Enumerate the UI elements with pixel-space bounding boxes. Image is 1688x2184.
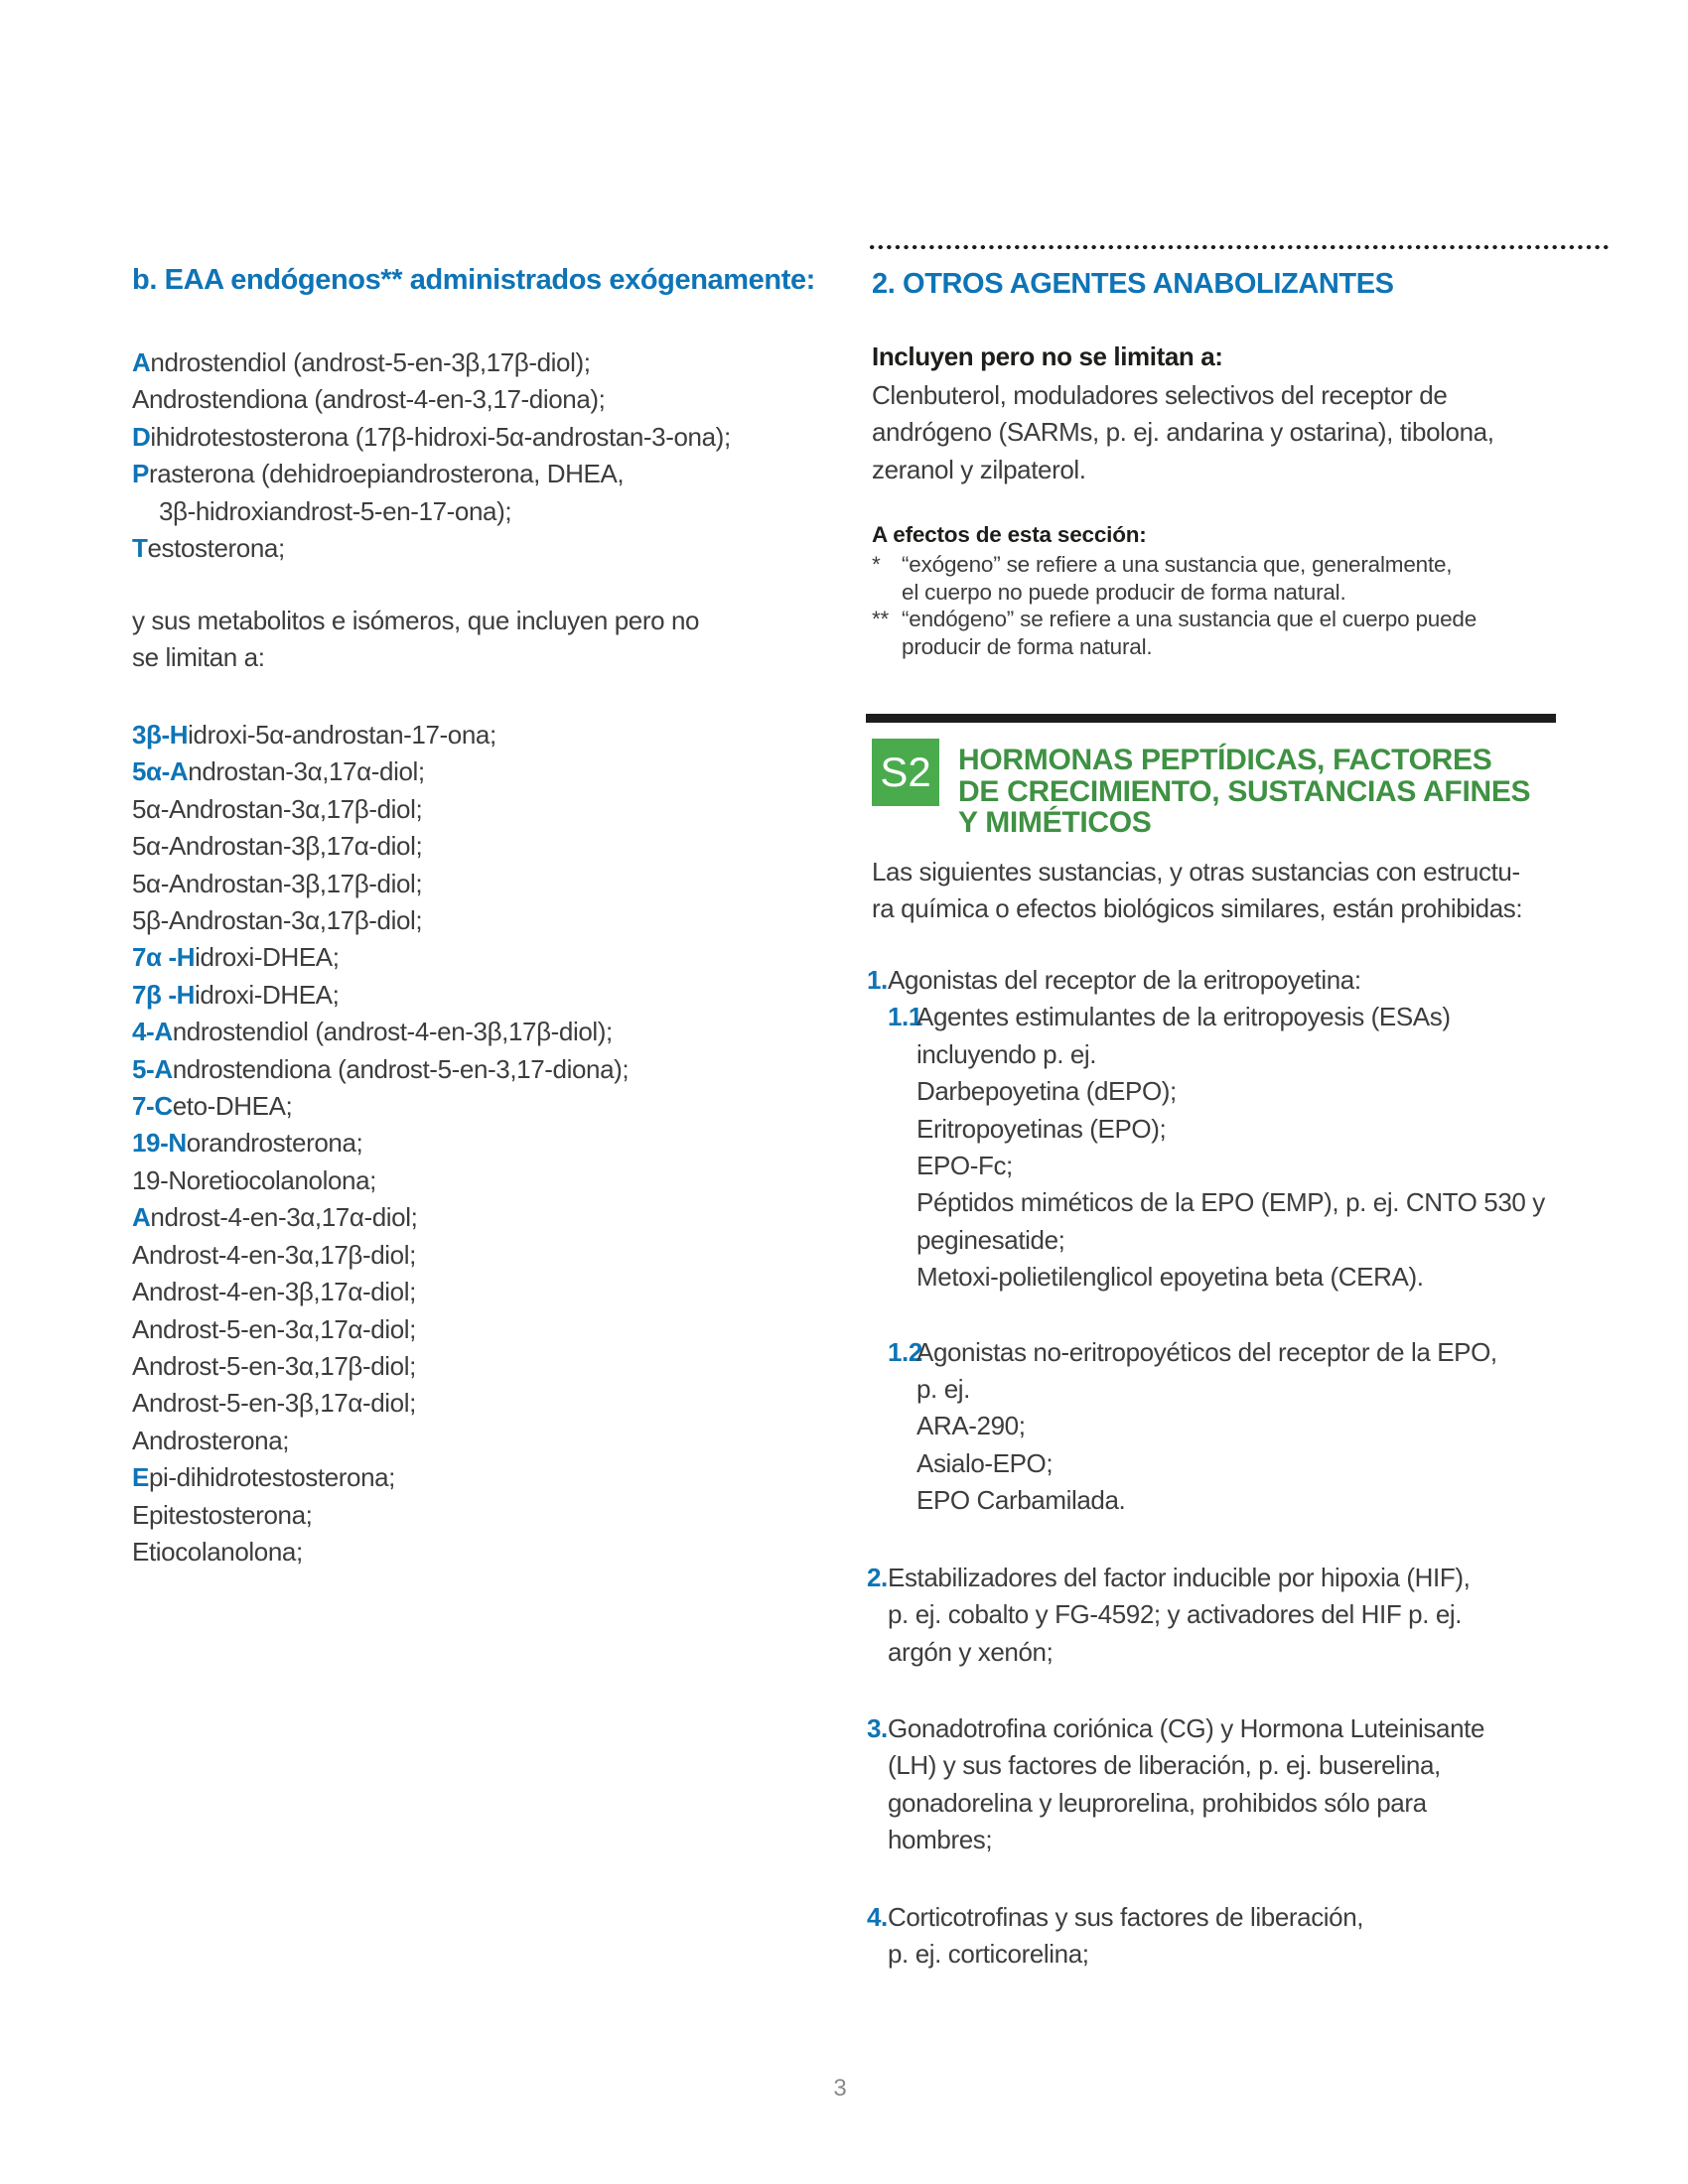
substance-prefix: 3β-H [132,720,189,750]
substance-line: 4-Androstendiol (androst-4-en-3β,17β-diol); [132,1017,613,1047]
substance-prefix: 5-A [132,1053,173,1084]
text-line: zeranol y zilpaterol. [872,454,1086,484]
substance-prefix: 7-C [132,1091,173,1122]
text-line: ra química o efectos biológicos similares, están prohibidas: [872,893,1523,924]
substance-prefix: 5α-A [132,756,189,787]
list-subitem-line: p. ej. [916,1374,970,1405]
list-subitem-line: Eritropoyetinas (EPO); [916,1113,1167,1144]
list-subitem-line: 1.2Agonistas no-eritropoyéticos del receptor de la EPO, [916,1334,1621,1371]
substance-line: 19-Norandrosterona; [132,1128,363,1159]
footnote [872,606,1477,660]
list-subitem-line: Péptidos miméticos de la EPO (EMP), p. ej. CNTO 530 y [916,1187,1545,1218]
substance-prefix: T [132,533,148,564]
list-item-number: 2. [867,1562,888,1592]
list-item-line: p. ej. corticorelina; [888,1938,1089,1969]
s2-section-heading [958,745,1530,839]
substance-line: Testosterona; [132,533,285,564]
list-item-number: 1. [867,965,888,995]
substance-prefix: 19-N [132,1128,187,1159]
list-item-line: 3.Gonadotrofina coriónica (CG) y Hormona Luteinisante [888,1710,1621,1747]
list-item-line: hombres; [888,1825,993,1855]
s2-numbered-list [867,962,1621,1973]
substance-prefix: A [132,1202,151,1233]
footnote-line: producir de forma natural. [902,633,1153,659]
substance-line: Androst-4-en-3β,17α-diol; [132,1277,416,1307]
footnote-line: el cuerpo no puede producir de forma natural. [902,579,1346,605]
list-subitem-line: Asialo-EPO; [916,1447,1054,1478]
substance-line: 5α-Androstan-3α,17α-diol; [132,756,425,787]
substance-line: 5β-Androstan-3α,17β-diol; [132,905,423,936]
text-line: Clenbuterol, moduladores selectivos del receptor de [872,380,1448,410]
list-subitem-line: Darbepoyetina (dEPO); [916,1076,1177,1107]
text-line: se limitan a: [132,642,265,673]
substance-list-primary [132,344,731,567]
substance-line: Androst-5-en-3β,17α-diol; [132,1388,416,1419]
section-2-note-heading: A efectos de esta sección: [872,522,1147,547]
list-subitem-line: 1.1Agentes estimulantes de la eritropoyesis (ESAs) [916,999,1621,1035]
list-subitem-number: 1.1 [888,1002,922,1032]
list-subitem-line: peginesatide; [916,1224,1065,1255]
list-item [867,1899,1621,1974]
section-2-subheading: Incluyen pero no se limitan a: [872,341,1223,371]
list-subitem-line: EPO Carbamilada. [916,1485,1126,1516]
substance-line: 3β-Hidroxi-5α-androstan-17-ona; [132,720,496,750]
list-item [867,962,1621,1520]
list-subitem-line: Metoxi-polietilenglicol epoyetina beta (CERA). [916,1262,1424,1293]
list-item-line: argón y xenón; [888,1636,1054,1667]
substance-line: Androst-4-en-3α,17α-diol; [132,1202,418,1233]
footnote-marker: * [872,552,881,577]
s2-section-badge: S2 [872,739,939,806]
list-subitem [888,999,1621,1296]
list-subitem-line: incluyendo p. ej. [916,1038,1097,1069]
list-subitem-line: ARA-290; [916,1411,1026,1441]
page-number: 3 [833,2075,847,2102]
substance-line: Androstendiona (androst-4-en-3,17-diona); [132,384,606,415]
s2-section-intro [872,854,1522,928]
list-item [867,1560,1621,1671]
substance-line: Epi-dihidrotestosterona; [132,1462,396,1493]
substance-line: 19-Noretiocolanolona; [132,1164,376,1195]
substance-line: Androsterona; [132,1425,290,1455]
substance-line: Dihidrotestosterona (17β-hidroxi-5α-androstan-3-ona); [132,421,731,452]
substance-line: 7α -Hidroxi-DHEA; [132,942,340,973]
substance-prefix: A [132,347,151,377]
substance-prefix: 7α -H [132,942,196,973]
substance-line: 5α-Androstan-3β,17β-diol; [132,868,423,898]
list-subitem-number: 1.2 [888,1336,922,1367]
substance-line: Androstendiol (androst-5-en-3β,17β-diol); [132,347,591,377]
list-subitem-line: EPO-Fc; [916,1151,1013,1181]
substance-line: Androst-5-en-3α,17α-diol; [132,1313,416,1344]
list-item-line: 4.Corticotrofinas y sus factores de liberación, [888,1899,1621,1936]
section-2-body [872,377,1494,488]
substance-prefix: P [132,459,149,489]
text-line: HORMONAS PEPTÍDICAS, FACTORES [958,744,1492,776]
text-line: DE CRECIMIENTO, SUSTANCIAS AFINES [958,774,1531,808]
substance-line: 7β -Hidroxi-DHEA; [132,979,340,1010]
substance-line: 7-Ceto-DHEA; [132,1091,293,1122]
list-item-line: 1.Agonistas del receptor de la eritropoyetina: [888,962,1621,999]
substance-line: 5α-Androstan-3β,17α-diol; [132,831,423,862]
list-subitem [888,1334,1621,1520]
substance-line: 3β-hidroxiandrost-5-en-17-ona); [159,495,512,526]
list-item-line: p. ej. cobalto y FG-4592; y activadores del HIF p. ej. [888,1599,1463,1630]
metabolites-paragraph [132,603,699,677]
dotted-divider [870,245,1609,249]
list-item-line: (LH) y sus factores de liberación, p. ej. buserelina, [888,1750,1441,1781]
list-item-line: gonadorelina y leuprorelina, prohibidos sólo para [888,1787,1427,1818]
substance-prefix: 7β -H [132,979,195,1010]
section-2-footnotes [872,551,1477,660]
text-line: Las siguientes sustancias, y otras sustancias con estructu- [872,857,1520,887]
list-item [867,1710,1621,1859]
footnote-line: “exógeno” se refiere a una sustancia que, generalmente, [902,552,1453,577]
list-item-number: 3. [867,1712,888,1743]
substance-line: Androst-4-en-3α,17β-diol; [132,1239,416,1270]
footnote [872,551,1477,606]
substance-line: 5-Androstendiona (androst-5-en-3,17-diona); [132,1053,630,1084]
substance-line: Androst-5-en-3α,17β-diol; [132,1350,416,1381]
text-line: andrógeno (SARMs, p. ej. andarina y ostarina), tibolona, [872,417,1494,448]
left-section-heading: b. EAA endógenos** administrados exógenamente: [132,264,815,296]
substance-prefix: D [132,421,151,452]
text-line: Y MIMÉTICOS [958,806,1152,840]
list-item-number: 4. [867,1901,888,1932]
footnote-line: “endógeno” se refiere a una sustancia que el cuerpo puede [902,607,1477,632]
text-line: y sus metabolitos e isómeros, que incluyen pero no [132,606,700,635]
footnote-marker: ** [872,607,890,632]
substance-line: Etiocolanolona; [132,1536,303,1567]
s2-section-rule [866,714,1556,723]
substance-prefix: E [132,1462,149,1493]
list-item-line: 2.Estabilizadores del factor inducible por hipoxia (HIF), [888,1560,1621,1596]
substance-line: Prasterona (dehidroepiandrosterona, DHEA, [132,459,625,489]
section-2-heading: 2. OTROS AGENTES ANABOLIZANTES [872,268,1394,300]
substance-prefix: 4-A [132,1017,173,1047]
substance-line: Epitestosterona; [132,1499,313,1530]
substance-line: 5α-Androstan-3α,17β-diol; [132,793,423,824]
substance-list-metabolites [132,717,629,1570]
